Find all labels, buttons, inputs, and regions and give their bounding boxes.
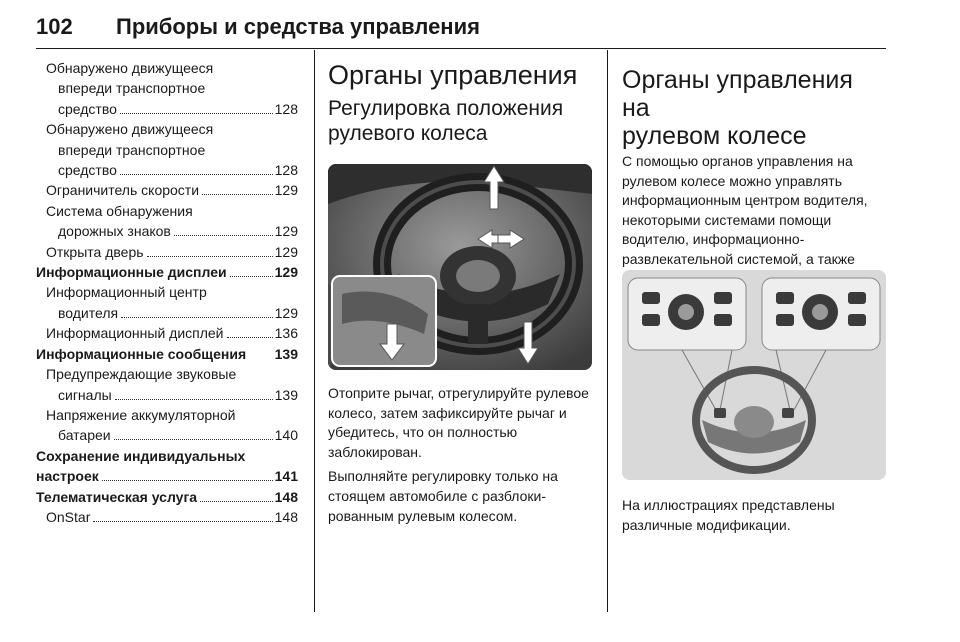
- toc-page-number: 148: [274, 488, 298, 505]
- toc-entry-line: впереди транспортное: [58, 141, 206, 158]
- toc-page-number: 129: [274, 264, 298, 281]
- toc-page-number: 129: [274, 223, 298, 240]
- toc-entry[interactable]: [36, 364, 298, 405]
- toc-entry-line: Предупреждающие звуковые: [46, 366, 237, 383]
- toc-entry[interactable]: [36, 282, 298, 323]
- toc-entry-title: Информационные дисплеи: [36, 264, 227, 281]
- toc-entry-title: батареи: [58, 427, 111, 444]
- toc-entry[interactable]: [36, 446, 298, 487]
- toc-entry[interactable]: [36, 344, 298, 364]
- page-number: 102: [36, 14, 73, 39]
- toc-entry[interactable]: [36, 323, 298, 343]
- toc-entry-title: Ограничитель скорости: [46, 182, 200, 199]
- toc-entry[interactable]: [36, 201, 298, 242]
- steering-wheel-photo: [328, 164, 592, 370]
- wheel-controls-heading-line2: рулевом колесе: [622, 122, 807, 150]
- toc-page-number: 140: [274, 427, 298, 444]
- toc-page-number: 128: [274, 162, 298, 179]
- toc-entry-title: водителя: [58, 304, 119, 321]
- toc-entry-title: настроек: [36, 468, 99, 485]
- toc-entry-title: дорожных знаков: [58, 223, 171, 240]
- toc-leader-dots: [115, 399, 273, 400]
- toc-leader-dots: [120, 174, 273, 175]
- toc-entry-line: Обнаружено движущееся: [46, 60, 214, 76]
- toc-page-number: 129: [274, 182, 298, 199]
- section-heading: Органы управления: [328, 60, 578, 90]
- toc-leader-dots: [174, 235, 273, 236]
- toc-entry[interactable]: [36, 405, 298, 446]
- toc-entry[interactable]: [36, 180, 298, 200]
- toc-entry[interactable]: [36, 507, 298, 527]
- toc-entry[interactable]: [36, 242, 298, 262]
- table-of-contents: [36, 58, 298, 527]
- column-divider-1: [314, 50, 315, 612]
- toc-leader-dots: [114, 439, 273, 440]
- toc-page-number: 141: [274, 468, 298, 485]
- toc-entry-title: OnStar: [46, 508, 91, 525]
- toc-entry-line: Напряжение аккумуляторной: [46, 406, 236, 423]
- toc-page-number: 128: [274, 100, 298, 117]
- toc-entry-title: Информационный дисплей: [46, 325, 224, 342]
- toc-leader-dots: [121, 317, 273, 318]
- steering-wheel-illustration: [328, 164, 592, 370]
- paragraph-modifications: На иллюстрациях представлены различные модификации.: [622, 497, 835, 533]
- toc-entry[interactable]: [36, 487, 298, 507]
- wheel-controls-heading: [622, 66, 886, 150]
- toc-leader-dots: [102, 480, 273, 481]
- toc-page-number: 129: [274, 304, 298, 321]
- toc-entry-title: Открыта дверь: [46, 243, 144, 260]
- subsection-heading-line2: рулевого колеса: [328, 122, 488, 145]
- wheel-controls-illustration: [622, 270, 886, 480]
- toc-entry-line: Сохранение индивидуальных: [36, 447, 246, 464]
- toc-leader-dots: [202, 194, 273, 195]
- toc-page-number: 148: [274, 508, 298, 525]
- page-title: Приборы и средства управления: [116, 14, 480, 39]
- toc-page-number: 139: [274, 345, 298, 362]
- toc-entry-title: Телематическая услуга: [36, 488, 198, 505]
- wheel-controls-section: [622, 58, 886, 289]
- toc-entry-line: Информационный центр: [46, 284, 207, 301]
- toc-page-number: 139: [274, 386, 298, 403]
- toc-page-number: 136: [274, 325, 298, 342]
- toc-page-number: 129: [274, 243, 298, 260]
- header-rule: [36, 48, 886, 49]
- toc-entry[interactable]: [36, 58, 298, 119]
- toc-leader-dots: [200, 501, 273, 502]
- toc-leader-dots: [147, 256, 273, 257]
- toc-entry-line: впереди транспортное: [58, 80, 206, 97]
- steering-adjust-text: [328, 384, 593, 526]
- toc-entry-line: Система обнаружения: [46, 202, 193, 219]
- toc-entry[interactable]: [36, 262, 298, 282]
- wheel-controls-drawing: [622, 270, 886, 480]
- steering-adjust-section: [328, 58, 593, 146]
- toc-leader-dots: [230, 276, 273, 277]
- toc-leader-dots: [93, 521, 272, 522]
- paragraph-stationary: Выполняйте регулировку только на стоящем автомобиле с разблокированным рулевым колесом.: [328, 468, 558, 524]
- column-divider-2: [607, 50, 608, 612]
- modifications-note: [622, 496, 886, 535]
- subsection-heading-line1: Регулировка положения: [328, 97, 564, 120]
- toc-entry[interactable]: [36, 119, 298, 180]
- paragraph-controls: С помощью органов управления на рулевом колесе можно управлять информационным центром водителя, некоторыми системами помощи водителю, информационно-развлекательной системой, а также: [622, 153, 868, 267]
- toc-entry-title: сигналы: [58, 386, 112, 403]
- toc-entry-line: Обнаружено движущееся: [46, 121, 214, 138]
- paragraph-unlock: Отоприте рычаг, отрегулируйте рулевое колесо, затем зафиксируйте рычаг и убедитесь, что он полностью заблокирован.: [328, 385, 589, 460]
- toc-leader-dots: [120, 113, 273, 114]
- toc-entry-title: средство: [58, 100, 117, 117]
- toc-entry-title: Информационные сообщения: [36, 345, 247, 362]
- toc-leader-dots: [227, 337, 273, 338]
- toc-entry-title: средство: [58, 162, 117, 179]
- page-header: [36, 8, 886, 48]
- subsection-heading: [328, 96, 593, 146]
- wheel-controls-heading-line1: Органы управления на: [622, 66, 853, 122]
